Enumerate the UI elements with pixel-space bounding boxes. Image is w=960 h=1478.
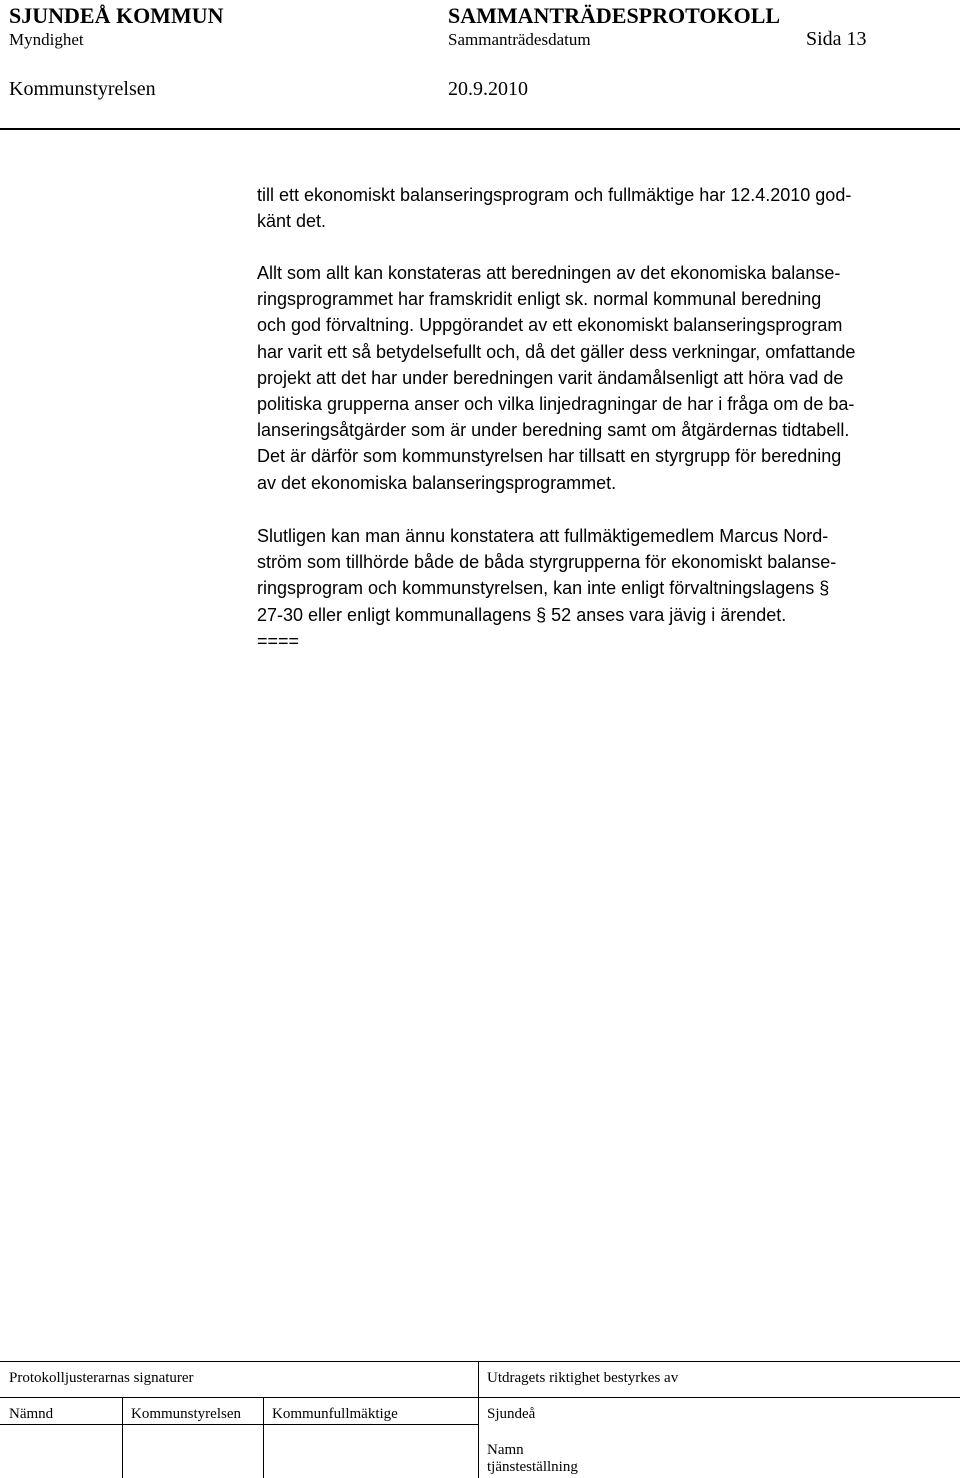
footer-col-divider-1 (122, 1397, 123, 1478)
body-label: Nämnd (9, 1406, 54, 1422)
name-label: Namn (487, 1442, 524, 1458)
text-line: och god förvaltning. Uppgörandet av ett ekonomiskt balanseringsprogram (257, 315, 843, 336)
footer-mid-line (0, 1397, 960, 1398)
text-line: känt det. (257, 211, 327, 232)
authority-label: Myndighet (9, 30, 84, 49)
place-label: Sjundeå (487, 1406, 536, 1422)
paragraph-2 (257, 260, 947, 496)
text-line: lanseringsåtgärder som är under beredning samt om åtgärdernas tidtabell. (257, 420, 850, 441)
meeting-date: 20.9.2010 (448, 78, 528, 100)
protocol-title: SAMMANTRÄDESPROTOKOLL (448, 3, 781, 28)
end-marker: ==== (257, 630, 300, 651)
text-line: politiska grupperna anser och vilka linjedragningar de har i fråga om de ba- (257, 394, 855, 415)
column-kommunfullmaktige: Kommunfullmäktige (272, 1406, 398, 1422)
text-line: ringsprogram och kommunstyrelsen, kan inte enligt förvaltningslagens § (257, 578, 830, 599)
paragraph-1 (257, 182, 947, 234)
header-divider (0, 128, 960, 130)
text-line: 27-30 eller enligt kommunallagens § 52 anses vara jävig i ärendet. (257, 604, 787, 625)
footer-center-divider (478, 1361, 479, 1478)
page-number: Sida 13 (806, 28, 867, 50)
meeting-date-label: Sammanträdesdatum (448, 30, 591, 49)
paragraph-3 (257, 523, 947, 654)
certified-label: Utdragets riktighet bestyrkes av (487, 1370, 679, 1386)
authority-name: Kommunstyrelsen (9, 78, 156, 100)
text-line: till ett ekonomiskt balanseringsprogram och fullmäktige har 12.4.2010 god- (257, 185, 852, 205)
text-line: ringsprogrammet har framskridit enligt sk. normal kommunal beredning (257, 289, 822, 310)
position-label: tjänsteställning (487, 1459, 578, 1475)
footer-col-divider-2 (263, 1397, 264, 1478)
footer-sign-line (0, 1424, 478, 1425)
municipality-name: SJUNDEÅ KOMMUN (9, 3, 224, 28)
text-line: av det ekonomiska balanseringsprogrammet. (257, 472, 617, 493)
text-line: ström som tillhörde både de båda styrgrupperna för ekonomiskt balanse- (257, 552, 837, 573)
text-line: projekt att det har under beredningen varit ändamålsenligt att höra vad de (257, 367, 844, 388)
text-line: Det är därför som kommunstyrelsen har tillsatt en styrgrupp för beredning (257, 446, 842, 467)
footer-top-line (0, 1361, 960, 1362)
text-line: har varit ett så betydelsefullt och, då det gäller dess verkningar, omfattande (257, 341, 856, 362)
signatures-label: Protokolljusterarnas signaturer (9, 1370, 194, 1386)
text-line: Slutligen kan man ännu konstatera att fullmäktigemedlem Marcus Nord- (257, 526, 829, 546)
text-line: Allt som allt kan konstateras att beredningen av det ekonomiska balanse- (257, 263, 841, 283)
column-kommunstyrelsen: Kommunstyrelsen (131, 1406, 241, 1422)
